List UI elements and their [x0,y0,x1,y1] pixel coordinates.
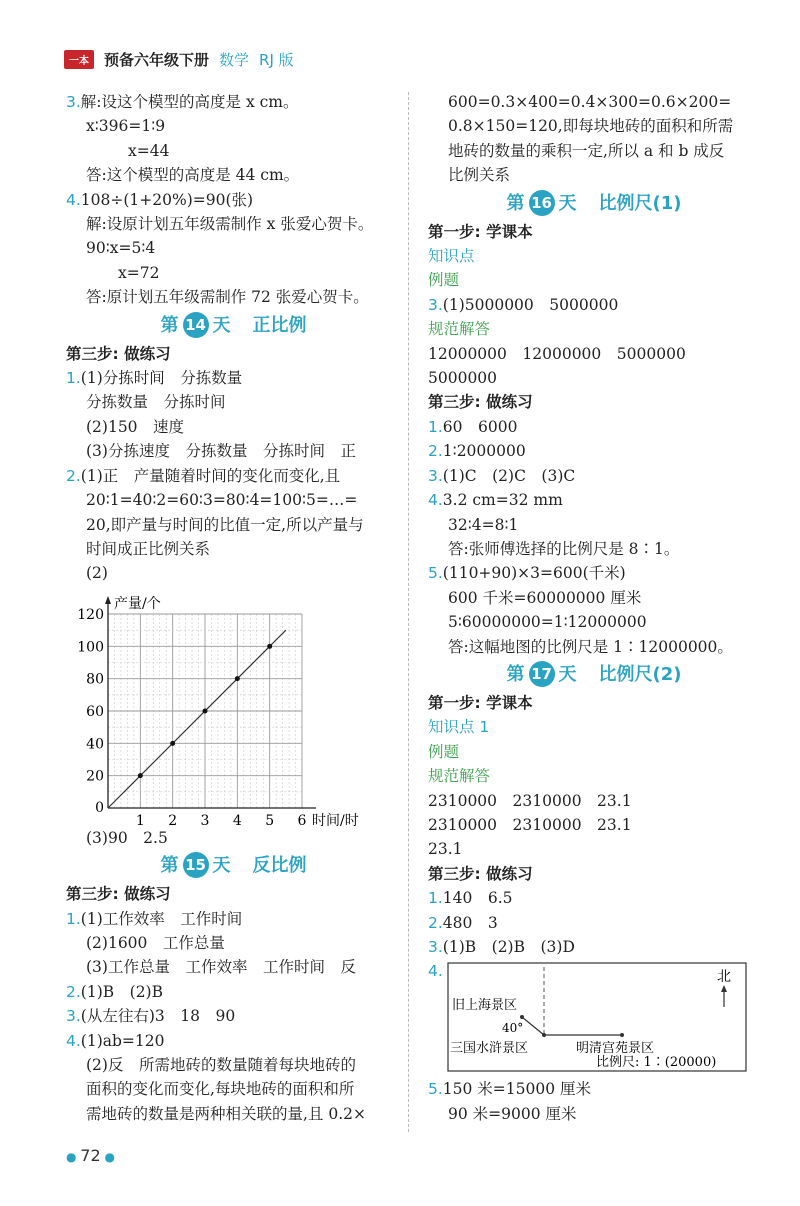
subject-label: 数学 [219,50,250,69]
data-point [267,644,272,649]
answer-line: 答:这幅地图的比例尺是 1∶12000000。 [448,637,733,656]
day-16-heading: 第 16 天 比例尺(1) [428,188,760,220]
day-badge: 17 [529,661,555,687]
x-tick-label: 5 [265,812,275,826]
right-column [428,90,760,1126]
answer-line: 2.(1)B (2)B [66,982,163,1001]
column-divider [408,92,409,1132]
answer-line: 1.(1)分拣时间 分拣数量 [66,369,243,388]
data-point [235,676,240,681]
section-label: 规范解答 [428,320,491,339]
step-heading: 第三步: 做练习 [66,885,171,904]
answer-line: x=72 [118,263,160,282]
answer-line: x∶396=1∶9 [86,117,166,136]
y-tick-label: 60 [86,703,104,720]
location-point [542,1033,546,1037]
data-point [203,708,208,713]
answer-line: (2)反 所需地砖的数量随着每块地砖的 [86,1055,356,1074]
answer-line: 5.(110+90)×3=600(千米) [428,564,626,583]
production-graph [66,586,401,826]
answer-line: 4.(1)ab=120 [66,1031,165,1050]
answer-line: 2.1∶2000000 [428,442,526,461]
day-badge: 14 [183,312,209,338]
answer-line: 答:原计划五年级需制作 72 张爱心贺卡。 [86,288,369,307]
answer-line: 2.(1)正 产量随着时间的变化而变化,且 [66,466,341,485]
y-tick-label: 100 [77,639,104,656]
step-heading: 第一步: 学课本 [428,693,533,712]
answer-line: 20,即产量与时间的比值一定,所以产量与 [86,515,364,534]
answer-line: (3)工作总量 工作效率 工作时间 反 [86,958,356,977]
y-axis-label: 产量/个 [114,595,161,612]
answer-line: 答:张师傅选择的比例尺是 8∶1。 [448,539,680,558]
answer-line: 2310000 2310000 23.1 [428,791,632,810]
y-tick-label: 120 [77,606,104,623]
answer-line: (3)分拣速度 分拣数量 分拣时间 正 [86,442,356,461]
page-number: ● 72 ● [66,1146,115,1165]
answer-line: 3.(1)5000000 5000000 [428,295,619,314]
origin-label: 0 [95,799,104,816]
answer-line: (2)150 速度 [86,417,185,436]
line-chart [66,586,386,826]
direction-line [522,1017,544,1035]
answer-line: 600 千米=60000000 厘米 [448,588,642,607]
step-heading: 第三步: 做练习 [428,864,533,883]
x-tick-label: 3 [200,812,210,826]
day-badge: 16 [529,190,555,216]
answer-line: 分拣数量 分拣时间 [86,393,226,412]
answer-line: 3.解:设这个模型的高度是 x cm。 [66,93,299,111]
answer-line: 0.8×150=120,即每块地砖的面积和所需 [448,117,734,136]
question-number: 4. [428,962,443,981]
scenic-label: 旧上海景区 [452,998,518,1014]
answer-line: 4.108÷(1+20%)=90(张) [66,190,254,209]
answer-line: 2310000 2310000 23.1 [428,815,632,834]
answer-line: 90 米=9000 厘米 [448,1104,577,1123]
section-label: 例题 [428,271,460,290]
step-heading: 第一步: 学课本 [428,222,533,241]
section-label: 知识点 1 [428,718,490,737]
answer-line: 32∶4=8∶1 [448,515,519,534]
data-point [170,741,175,746]
brand-logo: 一本 [64,50,94,69]
answer-line: x=44 [128,141,170,160]
answer-line: 5.150 米=15000 厘米 [428,1080,592,1099]
answer-line: 需地砖的数量是两种相关联的量,且 0.2× [86,1104,366,1123]
answer-line: 4.3.2 cm=32 mm [428,491,563,510]
answer-line: 时间成正比例关系 [86,539,211,558]
section-label: 规范解答 [428,767,491,786]
x-tick-label: 6 [297,812,307,826]
scale-label: 比例尺: 1∶(20000) [596,1055,717,1071]
map-diagram [428,959,758,1077]
answer-line: 3.(1)C (2)C (3)C [428,466,576,485]
y-tick-label: 80 [86,671,104,688]
edition-label: RJ 版 [259,50,294,69]
section-label: 知识点 [428,247,475,266]
section-label: 例题 [428,742,460,761]
page-header [64,48,294,70]
answer-line: 2.480 3 [428,913,498,932]
answer-line: 比例关系 [448,166,511,185]
answer-line: 面积的变化而变化,每块地砖的面积和所 [86,1080,355,1099]
answer-line: 20∶1=40∶2=60∶3=80∶4=100∶5=…= [86,491,358,510]
x-tick-label: 2 [168,812,178,826]
answer-line: 600=0.3×400=0.4×300=0.6×200= [448,93,732,111]
y-axis-arrow-icon [105,596,111,604]
answer-line: (2)1600 工作总量 [86,933,225,952]
answer-line: 5∶60000000=1∶12000000 [448,613,647,632]
north-label: 北 [717,969,731,986]
answer-line: 1.140 6.5 [428,889,513,908]
answer-line: (2) [86,564,108,583]
answer-line: 3.(从左往右)3 18 90 [66,1007,236,1026]
step-heading: 第三步: 做练习 [66,344,171,363]
y-tick-label: 40 [86,736,104,753]
day-15-heading: 第 15 天 反比例 [66,850,401,882]
location-point [620,1033,624,1037]
day-badge: 15 [183,852,209,878]
left-column [66,90,401,1126]
answer-line: 地砖的数量的乘积一定,所以 a 和 b 成反 [448,141,725,160]
answer-line: 12000000 12000000 5000000 [428,344,686,363]
answer-line: 5000000 [428,369,498,388]
day-14-heading: 第 14 天 正比例 [66,310,401,342]
north-arrowhead-icon [721,985,727,992]
x-tick-label: 4 [232,812,242,826]
answer-line: 答:这个模型的高度是 44 cm。 [86,166,300,185]
answer-line: 3.(1)B (2)B (3)D [428,938,575,956]
answer-line: 解:设原计划五年级需制作 x 张爱心贺卡。 [86,215,374,234]
x-tick-label: 1 [135,812,145,826]
book-title: 预备六年级下册 [104,50,210,69]
scenic-map [428,959,760,1077]
location-point [520,1015,524,1019]
angle-label: 40° [502,1021,524,1036]
y-tick-label: 20 [86,768,104,785]
day-17-heading: 第 17 天 比例尺(2) [428,659,760,691]
series-line [108,630,286,808]
x-axis-label: 时间/时 [312,812,359,826]
answer-line: 1.60 6000 [428,417,518,436]
data-point [138,773,143,778]
scenic-label: 明清宫苑景区 [576,1041,655,1057]
answer-line: 23.1 [428,840,463,859]
answer-line: 90∶x=5∶4 [86,239,156,258]
scenic-label: 三国水浒景区 [450,1041,529,1057]
answer-line: 1.(1)工作效率 工作时间 [66,909,243,928]
step-heading: 第三步: 做练习 [428,393,533,412]
answer-line: (3)90 2.5 [86,828,168,847]
